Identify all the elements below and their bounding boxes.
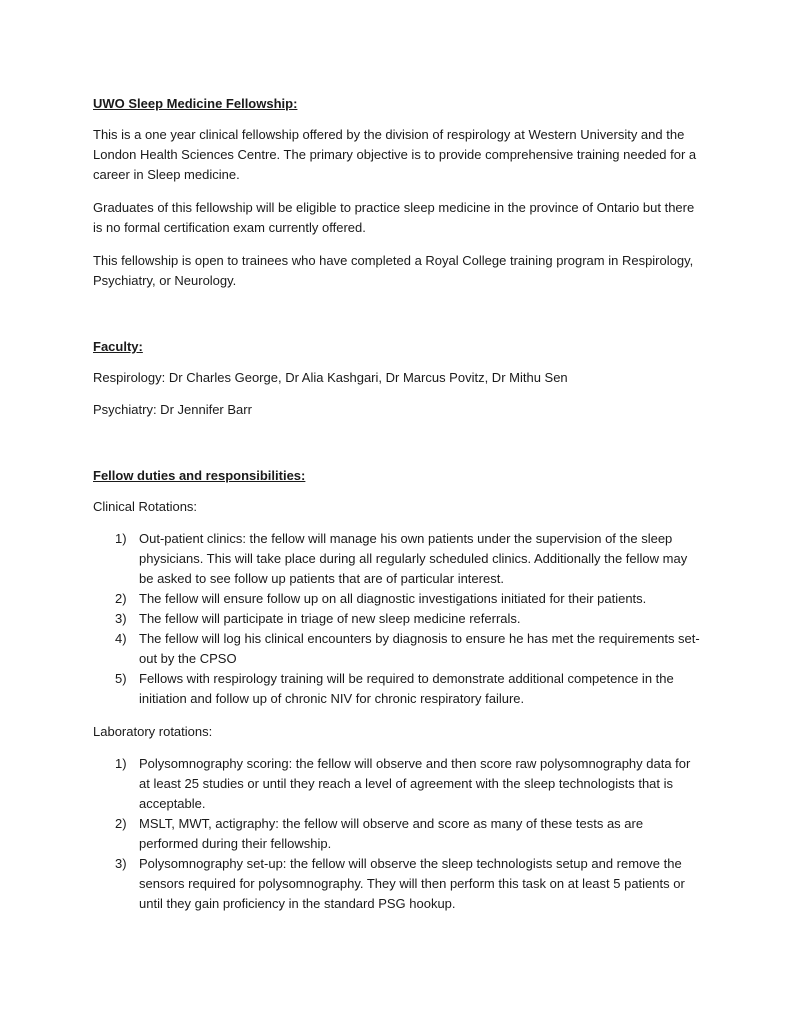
list-item-text: Polysomnography scoring: the fellow will observe and then score raw polysomnography data for at least 25 studies or until they reach a level of agreement with the sleep technologists that is acceptable.	[139, 756, 691, 811]
trainee-paragraph: This fellowship is open to trainees who have completed a Royal College training program in Respirology, Psychiatry, or Neurology.	[93, 253, 694, 288]
faculty-respirology: Respirology: Dr Charles George, Dr Alia Kashgari, Dr Marcus Povitz, Dr Mithu Sen	[93, 370, 568, 385]
laboratory-rotations-list	[93, 754, 703, 914]
list-item-text: The fellow will ensure follow up on all diagnostic investigations initiated for their patients.	[139, 591, 647, 606]
list-item	[93, 589, 703, 609]
list-number: 2)	[115, 816, 127, 831]
faculty-psychiatry: Psychiatry: Dr Jennifer Barr	[93, 402, 252, 417]
list-item	[93, 629, 703, 669]
list-item-text: MSLT, MWT, actigraphy: the fellow will observe and score as many of these tests as are performed during their fellowship.	[139, 816, 644, 851]
list-item	[93, 529, 703, 589]
list-number: 3)	[115, 856, 127, 871]
list-item-text: Fellows with respirology training will be required to demonstrate additional competence in the initiation and follow up of chronic NIV for chronic respiratory failure.	[139, 671, 674, 706]
faculty-heading: Faculty:	[93, 339, 143, 354]
clinical-rotations-label: Clinical Rotations:	[93, 499, 198, 514]
list-item	[93, 669, 703, 709]
list-number: 5)	[115, 671, 127, 686]
list-item	[93, 754, 703, 814]
list-item	[93, 814, 703, 854]
list-item	[93, 854, 703, 914]
list-number: 1)	[115, 531, 127, 546]
clinical-rotations-list	[93, 529, 703, 709]
eligibility-paragraph: Graduates of this fellowship will be eligible to practice sleep medicine in the province of Ontario but there is no formal certification exam currently offered.	[93, 200, 695, 235]
list-number: 2)	[115, 591, 127, 606]
laboratory-rotations-label: Laboratory rotations:	[93, 724, 213, 739]
duties-heading: Fellow duties and responsibilities:	[93, 468, 306, 483]
intro-paragraph: This is a one year clinical fellowship offered by the division of respirology at Western University and the London Health Sciences Centre. The primary objective is to provide comprehensive training needed for a career in Sleep medicine.	[93, 127, 697, 182]
list-item-text: Polysomnography set-up: the fellow will observe the sleep technologists setup and remove the sensors required for polysomnography. They will then perform this task on at least 5 patients or until they gain proficiency in the standard PSG hookup.	[139, 856, 685, 911]
list-number: 1)	[115, 756, 127, 771]
list-item-text: The fellow will participate in triage of new sleep medicine referrals.	[139, 611, 521, 626]
list-number: 4)	[115, 631, 127, 646]
list-item-text: Out-patient clinics: the fellow will manage his own patients under the supervision of the sleep physicians. This will take place during all regularly scheduled clinics. Additionally the fellow may be asked to see follow up patients that are of particular interest.	[139, 531, 688, 586]
document-page	[93, 94, 703, 914]
list-item	[93, 609, 703, 629]
list-number: 3)	[115, 611, 127, 626]
fellowship-heading: UWO Sleep Medicine Fellowship:	[93, 96, 298, 111]
list-item-text: The fellow will log his clinical encounters by diagnosis to ensure he has met the requirements set-out by the CPSO	[139, 631, 700, 666]
